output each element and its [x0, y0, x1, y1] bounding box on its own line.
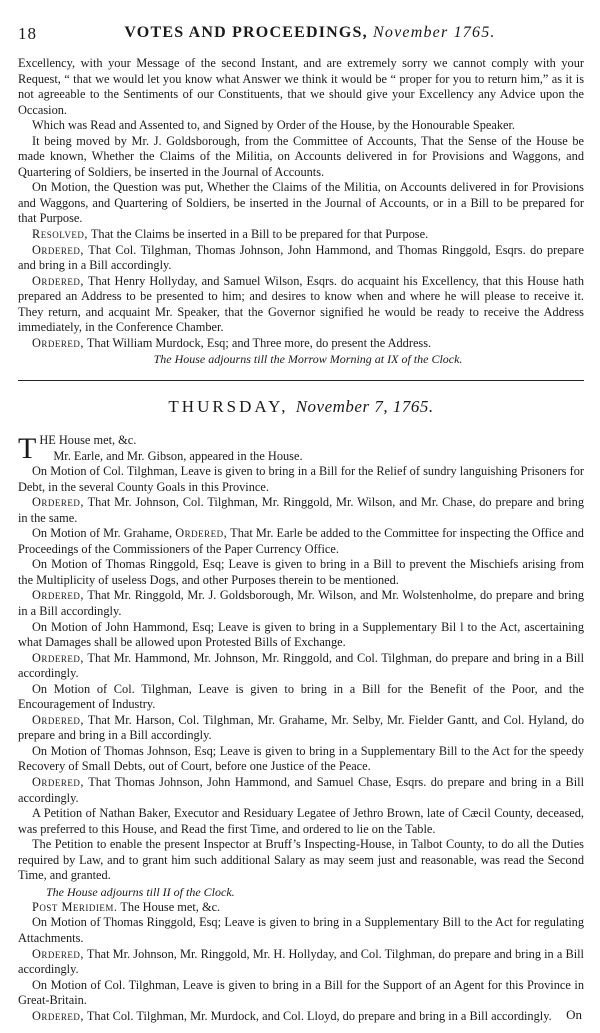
- paragraph: [18, 588, 584, 619]
- ordered-lead: Ordered,: [32, 775, 85, 790]
- resolved-lead: Resolved,: [32, 227, 88, 242]
- ordered-lead: Ordered,: [32, 1008, 85, 1023]
- paragraph-text: On Motion of Mr. Grahame,: [32, 526, 176, 541]
- drop-cap: T: [18, 432, 37, 465]
- paragraph-text: That Mr. Johnson, Mr. Ringgold, Mr. H. Hollyday, and Col. Tilghman, do prepare and bring in a Bill accordingly.: [18, 946, 584, 977]
- paragraph: On Motion of Thomas Ringgold, Esq; Leave is given to bring in a Supplementary Bill to the Act for regulating Attachments.: [18, 915, 584, 945]
- paragraph: [18, 526, 584, 557]
- paragraph-text: That Mr. Harson, Col. Tilghman, Mr. Grahame, Mr. Selby, Mr. Fielder Gantt, and Col. Hyland, do prepare and bring in a Bill accordingly.: [18, 712, 584, 743]
- paragraph: [18, 775, 584, 806]
- paragraph: A Petition of Nathan Baker, Executor and Residuary Legatee of Jethro Brown, late of Cæcil County, deceased, was preferred to this House, and Read the first Time, and ordered to lie on the Table.: [18, 806, 584, 836]
- horizontal-rule: [18, 380, 584, 381]
- adjournment-note: The House adjourns till II of the Clock.: [46, 884, 235, 899]
- paragraph: It being moved by Mr. J. Goldsborough, from the Committee of Accounts, That the Sense of the House be made known, Whether the Claims of the Militia, on Accounts delivered in for Provisions and Waggons, and Quartering of Soldiers, be inserted in the Journal of Accounts.: [18, 133, 584, 179]
- paragraph-text: That the Claims be inserted in a Bill to be prepared for that Purpose.: [88, 227, 429, 242]
- paragraph: [18, 947, 584, 978]
- ordered-lead: Ordered,: [32, 242, 85, 257]
- paragraph: On Motion of Col. Tilghman, Leave is given to bring in a Bill for the Benefit of the Poor, and the Encouragement of Industry.: [18, 681, 584, 712]
- paragraph-text: That Mr. Johnson, Col. Tilghman, Mr. Ringgold, Mr. Wilson, and Mr. Chase, do prepare and bring in the same.: [18, 495, 584, 525]
- paragraph: [18, 900, 584, 916]
- paragraph: Which was Read and Assented to, and Signed by Order of the House, by the Honourable Speaker.: [32, 118, 516, 133]
- paragraph: [18, 274, 584, 336]
- ordered-lead: Ordered,: [32, 650, 85, 665]
- ordered-lead: Ordered,: [32, 495, 85, 510]
- paragraph-text: That Mr. Earle be added to the Committee for inspecting the Office and Proceedings of the Commissioners of the Paper Currency Office.: [18, 526, 584, 556]
- paragraph: On Motion of John Hammond, Esq; Leave is given to bring in a Supplementary Bil l to the Act, ascertaining what Damages shall be allowed upon Protested Bills of Exchange.: [18, 619, 584, 650]
- paragraph: On Motion of Thomas Johnson, Esq; Leave is given to bring in a Supplementary Bill to the Act for the speedy Recovery of Small Debts, out of Court, before one Justice of the Peace.: [18, 743, 584, 774]
- paragraph: [18, 243, 584, 274]
- paragraph: On Motion of Thomas Ringgold, Esq; Leave is given to bring in a Bill to prevent the Mischiefs arising from the Multiplicity of useless Dogs, and other Purposes therein to be mentioned.: [18, 557, 584, 587]
- ordered-lead: Ordered,: [32, 712, 85, 727]
- paragraph-text: That Col. Tilghman, Mr. Murdock, and Col. Lloyd, do prepare and bring in a Bill accordingly.: [84, 1008, 552, 1023]
- paragraph: Mr. Earle, and Mr. Gibson, appeared in the House.: [53, 448, 303, 463]
- paragraph: On Motion, the Question was put, Whether the Claims of the Militia, on Accounts delivered in for Provisions and Waggons, and Quartering of Soldiers, be inserted in the Journal of Accounts, or in a Bill to be prepared for that Purpose.: [18, 180, 584, 226]
- catchword: On: [566, 1007, 582, 1022]
- day-divider: [18, 376, 584, 430]
- ordered-lead: Ordered,: [32, 273, 85, 288]
- paragraph: Excellency, with your Message of the second Instant, and are extremely sorry we cannot comply with your Request, “ that we would let you know what Answer we think it would be “ proper for you to return him,” as it is not agreeable to the Sentiments of our Constituents, that we should give your Excellency any Advice upon the Occasion.: [18, 56, 584, 117]
- ordered-lead: Ordered,: [32, 588, 85, 603]
- paragraph: [18, 227, 584, 243]
- paragraph-text: HE House met, &c.: [39, 433, 137, 447]
- adjournment-note: The House adjourns till the Morrow Morning at IX of the Clock.: [153, 352, 463, 367]
- running-title-date: November 1765.: [373, 24, 496, 41]
- ordered-lead: Ordered,: [32, 946, 85, 961]
- paragraph: [18, 713, 584, 744]
- page-number: 18: [18, 24, 37, 43]
- paragraph: [18, 651, 584, 682]
- ordered-lead: Ordered,: [32, 335, 85, 350]
- day-heading-date: November 7, 1765.: [295, 397, 434, 416]
- paragraph: [18, 336, 584, 352]
- paragraph: The Petition to enable the present Inspector at Bruff’s Inspecting-House, in Talbot County, to do all the Duties required by Law, and to grant him such additional Salary as may seem just and reasonable, was read the Second Time, and granted.: [18, 837, 584, 883]
- paragraph: [18, 495, 584, 526]
- post-meridiem-lead: Post Meridiem.: [32, 899, 118, 914]
- paragraph-text: That Thomas Johnson, John Hammond, and Samuel Chase, Esqrs. do prepare and bring in a Bill accordingly.: [18, 775, 584, 805]
- paragraph-text: The House met, &c.: [117, 899, 221, 914]
- running-title: [78, 24, 542, 42]
- running-title-text: VOTES AND PROCEEDINGS,: [124, 24, 368, 41]
- paragraph-text: That William Murdock, Esq; and Three more, do present the Address.: [84, 335, 432, 350]
- paragraph: On Motion of Col. Tilghman, Leave is given to bring in a Bill for the Support of an Agent for this Province in Great-Britain.: [18, 977, 584, 1008]
- ordered-lead: Ordered,: [175, 526, 228, 541]
- page-header: [18, 24, 582, 50]
- paragraph-text: That Henry Hollyday, and Samuel Wilson, Esqrs. do acquaint his Excellency, that this House hath prepared an Address to be presented to him; and desires to know when and where he will please to receive it. They return, and acquaint Mr. Speaker, that the Governor signified he would be ready to receive the Address immediately, in the Conference Chamber.: [18, 273, 584, 335]
- paragraph-text: That Col. Tilghman, Thomas Johnson, John Hammond, and Thomas Ringgold, Esqrs. do prepare and bring in a Bill accordingly.: [18, 242, 584, 273]
- paragraph-text: That Mr. Hammond, Mr. Johnson, Mr. Ringgold, and Col. Tilghman, do prepare and bring in a Bill accordingly.: [18, 650, 584, 681]
- paragraph-text: That Mr. Ringgold, Mr. J. Goldsborough, Mr. Wilson, and Mr. Wolstenholme, do prepare and bring in a Bill accordingly.: [18, 588, 584, 619]
- day-heading: [18, 397, 584, 417]
- section-november-7: [18, 433, 584, 1024]
- paragraph: [18, 1009, 584, 1025]
- paragraph: On Motion of Col. Tilghman, Leave is given to bring in a Bill for the Relief of sundry languishing Prisoners for Debt, in the several County Goals in this Province.: [18, 464, 584, 494]
- day-heading-day: THURSDAY,: [168, 397, 289, 416]
- section-november-6: [18, 56, 584, 367]
